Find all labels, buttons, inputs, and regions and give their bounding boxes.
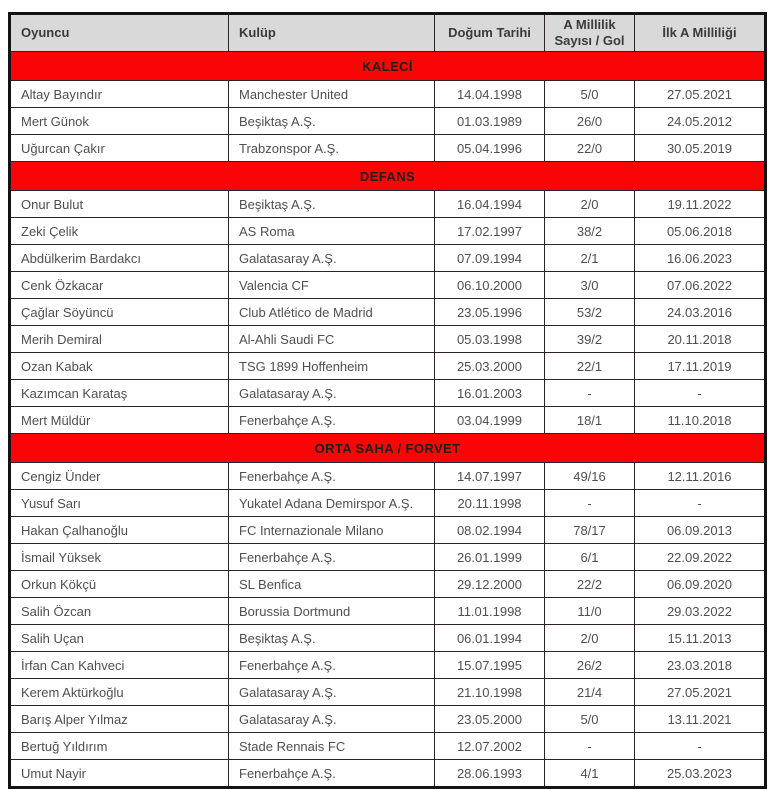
first-cap-cell: 07.06.2022 [635,272,766,299]
caps-goals-cell: - [545,490,635,517]
player-name-cell: Abdülkerim Bardakcı [10,245,229,272]
player-name-cell: İrfan Can Kahveci [10,652,229,679]
club-cell: FC Internazionale Milano [229,517,435,544]
caps-goals-cell: 22/2 [545,571,635,598]
player-name-cell: Umut Nayir [10,760,229,788]
player-name-cell: Çağlar Söyüncü [10,299,229,326]
birth-date-cell: 16.04.1994 [435,191,545,218]
first-cap-cell: 13.11.2021 [635,706,766,733]
birth-date-cell: 08.02.1994 [435,517,545,544]
caps-goals-cell: 4/1 [545,760,635,788]
first-cap-cell: 25.03.2023 [635,760,766,788]
player-name-cell: Orkun Kökçü [10,571,229,598]
caps-goals-cell: 78/17 [545,517,635,544]
first-cap-cell: 16.06.2023 [635,245,766,272]
birth-date-cell: 25.03.2000 [435,353,545,380]
player-row [10,598,766,625]
squad-table [8,12,767,789]
birth-date-cell: 06.01.1994 [435,625,545,652]
caps-goals-cell: 5/0 [545,81,635,108]
player-name-cell: Uğurcan Çakır [10,135,229,162]
col-header-caps-line1: A Millilik [563,17,616,33]
club-cell: Fenerbahçe A.Ş. [229,407,435,434]
player-row [10,135,766,162]
club-cell: Beşiktaş A.Ş. [229,191,435,218]
club-cell: Club Atlético de Madrid [229,299,435,326]
club-cell: TSG 1899 Hoffenheim [229,353,435,380]
caps-goals-cell: 26/0 [545,108,635,135]
player-name-cell: Kerem Aktürkoğlu [10,679,229,706]
club-cell: AS Roma [229,218,435,245]
first-cap-cell: - [635,490,766,517]
col-header-club: Kulüp [229,14,435,52]
player-row [10,706,766,733]
club-cell: Valencia CF [229,272,435,299]
caps-goals-cell: 2/1 [545,245,635,272]
club-cell: Fenerbahçe A.Ş. [229,652,435,679]
caps-goals-cell: 2/0 [545,191,635,218]
first-cap-cell: 20.11.2018 [635,326,766,353]
birth-date-cell: 12.07.2002 [435,733,545,760]
player-name-cell: Mert Günok [10,108,229,135]
caps-goals-cell: - [545,733,635,760]
birth-date-cell: 05.04.1996 [435,135,545,162]
player-name-cell: Yusuf Sarı [10,490,229,517]
birth-date-cell: 05.03.1998 [435,326,545,353]
club-cell: Fenerbahçe A.Ş. [229,760,435,788]
club-cell: Galatasaray A.Ş. [229,380,435,407]
caps-goals-cell: 38/2 [545,218,635,245]
club-cell: SL Benfica [229,571,435,598]
caps-goals-cell: 49/16 [545,463,635,490]
player-row [10,326,766,353]
first-cap-cell: 19.11.2022 [635,191,766,218]
birth-date-cell: 01.03.1989 [435,108,545,135]
birth-date-cell: 15.07.1995 [435,652,545,679]
caps-goals-cell: - [545,380,635,407]
first-cap-cell: 23.03.2018 [635,652,766,679]
player-row [10,544,766,571]
player-name-cell: Onur Bulut [10,191,229,218]
section-row-orta-saha-forvet [10,434,766,463]
player-name-cell: Salih Özcan [10,598,229,625]
club-cell: Galatasaray A.Ş. [229,679,435,706]
player-name-cell: Salih Uçan [10,625,229,652]
col-header-caps-goals [545,14,635,52]
player-name-cell: Zeki Çelik [10,218,229,245]
birth-date-cell: 16.01.2003 [435,380,545,407]
player-row [10,517,766,544]
club-cell: Galatasaray A.Ş. [229,245,435,272]
player-row [10,81,766,108]
first-cap-cell: - [635,733,766,760]
birth-date-cell: 26.01.1999 [435,544,545,571]
col-header-birth-date: Doğum Tarihi [435,14,545,52]
player-name-cell: İsmail Yüksek [10,544,229,571]
player-row [10,299,766,326]
birth-date-cell: 14.04.1998 [435,81,545,108]
player-name-cell: Bertuğ Yıldırım [10,733,229,760]
birth-date-cell: 28.06.1993 [435,760,545,788]
col-header-player: Oyuncu [10,14,229,52]
player-row [10,245,766,272]
birth-date-cell: 23.05.1996 [435,299,545,326]
club-cell: Fenerbahçe A.Ş. [229,544,435,571]
player-row [10,407,766,434]
first-cap-cell: 15.11.2013 [635,625,766,652]
player-name-cell: Altay Bayındır [10,81,229,108]
first-cap-cell: 30.05.2019 [635,135,766,162]
first-cap-cell: 12.11.2016 [635,463,766,490]
birth-date-cell: 29.12.2000 [435,571,545,598]
player-name-cell: Kazımcan Karataş [10,380,229,407]
section-row-kaleci [10,52,766,81]
player-name-cell: Hakan Çalhanoğlu [10,517,229,544]
player-row [10,108,766,135]
section-title: DEFANS [10,162,766,191]
caps-goals-cell: 11/0 [545,598,635,625]
player-name-cell: Mert Müldür [10,407,229,434]
club-cell: Galatasaray A.Ş. [229,706,435,733]
player-row [10,380,766,407]
caps-goals-cell: 39/2 [545,326,635,353]
birth-date-cell: 03.04.1999 [435,407,545,434]
first-cap-cell: 06.09.2013 [635,517,766,544]
birth-date-cell: 11.01.1998 [435,598,545,625]
first-cap-cell: 24.05.2012 [635,108,766,135]
club-cell: Borussia Dortmund [229,598,435,625]
first-cap-cell: 27.05.2021 [635,679,766,706]
table-header-row [10,14,766,52]
birth-date-cell: 06.10.2000 [435,272,545,299]
player-row [10,272,766,299]
club-cell: Trabzonspor A.Ş. [229,135,435,162]
player-row [10,571,766,598]
caps-goals-cell: 18/1 [545,407,635,434]
caps-goals-cell: 26/2 [545,652,635,679]
first-cap-cell: 22.09.2022 [635,544,766,571]
first-cap-cell: 11.10.2018 [635,407,766,434]
caps-goals-cell: 6/1 [545,544,635,571]
section-title: ORTA SAHA / FORVET [10,434,766,463]
player-row [10,463,766,490]
club-cell: Fenerbahçe A.Ş. [229,463,435,490]
player-row [10,760,766,788]
player-name-cell: Cenk Özkacar [10,272,229,299]
club-cell: Stade Rennais FC [229,733,435,760]
caps-goals-cell: 22/1 [545,353,635,380]
caps-goals-cell: 2/0 [545,625,635,652]
birth-date-cell: 14.07.1997 [435,463,545,490]
player-row [10,625,766,652]
col-header-first-cap: İlk A Milliliği [635,14,766,52]
birth-date-cell: 07.09.1994 [435,245,545,272]
birth-date-cell: 21.10.1998 [435,679,545,706]
player-name-cell: Merih Demiral [10,326,229,353]
club-cell: Manchester United [229,81,435,108]
section-row-defans [10,162,766,191]
first-cap-cell: 17.11.2019 [635,353,766,380]
player-row [10,679,766,706]
first-cap-cell: 29.03.2022 [635,598,766,625]
club-cell: Al-Ahli Saudi FC [229,326,435,353]
first-cap-cell: - [635,380,766,407]
birth-date-cell: 23.05.2000 [435,706,545,733]
section-title: KALECİ [10,52,766,81]
player-row [10,490,766,517]
col-header-caps-line2: Sayısı / Gol [554,33,625,48]
caps-goals-cell: 5/0 [545,706,635,733]
first-cap-cell: 24.03.2016 [635,299,766,326]
player-row [10,733,766,760]
club-cell: Beşiktaş A.Ş. [229,108,435,135]
first-cap-cell: 05.06.2018 [635,218,766,245]
club-cell: Beşiktaş A.Ş. [229,625,435,652]
birth-date-cell: 17.02.1997 [435,218,545,245]
player-row [10,652,766,679]
caps-goals-cell: 3/0 [545,272,635,299]
player-name-cell: Cengiz Ünder [10,463,229,490]
caps-goals-cell: 22/0 [545,135,635,162]
first-cap-cell: 06.09.2020 [635,571,766,598]
caps-goals-cell: 53/2 [545,299,635,326]
caps-goals-cell: 21/4 [545,679,635,706]
player-row [10,353,766,380]
birth-date-cell: 20.11.1998 [435,490,545,517]
club-cell: Yukatel Adana Demirspor A.Ş. [229,490,435,517]
player-name-cell: Ozan Kabak [10,353,229,380]
player-row [10,218,766,245]
player-name-cell: Barış Alper Yılmaz [10,706,229,733]
first-cap-cell: 27.05.2021 [635,81,766,108]
player-row [10,191,766,218]
